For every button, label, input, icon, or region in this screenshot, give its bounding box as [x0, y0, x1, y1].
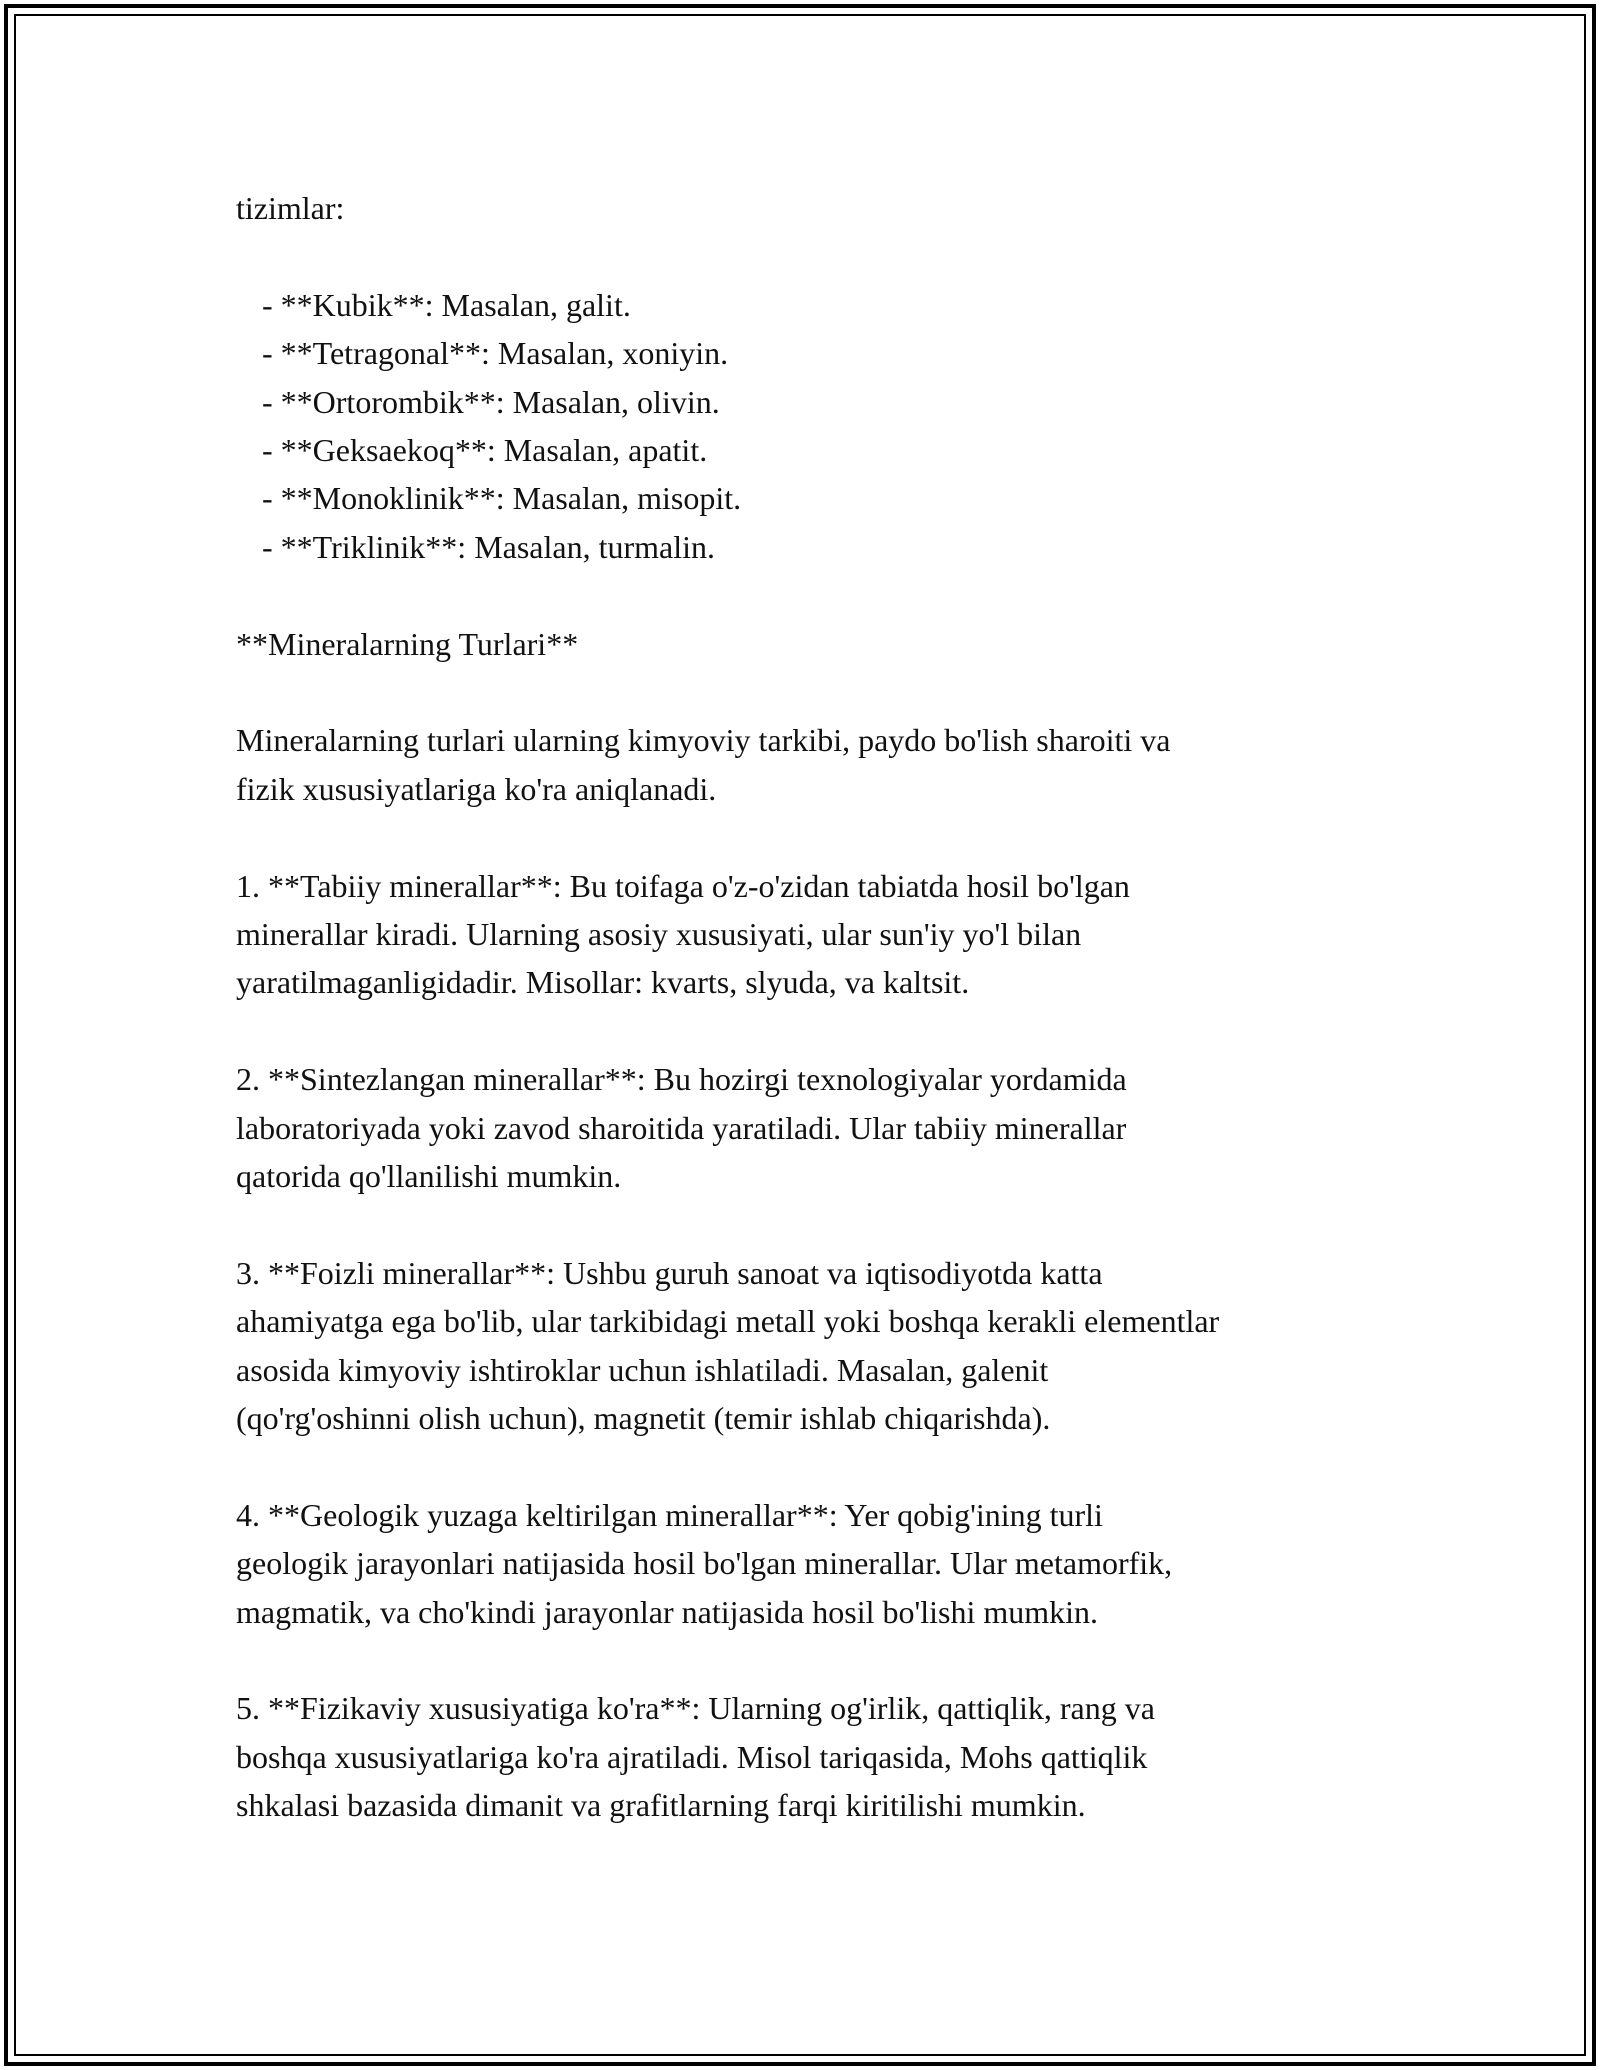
text-line: (qo'rg'oshinni olish uchun), magnetit (temir ishlab chiqarishda).: [236, 1400, 1051, 1437]
section-heading: **Mineralarning Turlari**: [236, 625, 579, 662]
text-line: 5. **Fizikaviy xususiyatiga ko'ra**: Ularning og'irlik, qattiqlik, rang va: [236, 1690, 1155, 1727]
spacer: [236, 1636, 1376, 1684]
document-body: [236, 184, 1376, 1830]
text-line: fizik xususiyatlariga ko'ra aniqlanadi.: [236, 770, 717, 807]
crystal-systems-list: [236, 281, 1376, 571]
text-line: 1. **Tabiiy minerallar**: Bu toifaga o'z-o'zidan tabiatda hosil bo'lgan: [236, 867, 1130, 904]
text-line: asosida kimyoviy ishtiroklar uchun ishlatiladi. Masalan, galenit: [236, 1351, 1049, 1388]
text-line: ahamiyatga ega bo'lib, ular tarkibidagi metall yoki boshqa kerakli elementlar: [236, 1303, 1220, 1340]
text-line: Mineralarning turlari ularning kimyoviy tarkibi, paydo bo'lish sharoiti va: [236, 722, 1171, 759]
spacer: [236, 1200, 1376, 1248]
list-item: - **Monoklinik**: Masalan, misopit.: [262, 480, 742, 517]
text-line: shkalasi bazasida dimanit va grafitlarning farqi kiritilishi mumkin.: [236, 1787, 1086, 1824]
text-line: boshqa xususiyatlariga ko'ra ajratiladi. Misol tariqasida, Mohs qattiqlik: [236, 1738, 1148, 1775]
list-item: - **Geksaekoq**: Masalan, apatit.: [262, 432, 708, 469]
text-line: qatorida qo'llanilishi mumkin.: [236, 1158, 622, 1195]
text-line: magmatik, va cho'kindi jarayonlar natijasida hosil bo'lishi mumkin.: [236, 1593, 1099, 1630]
overview-paragraph: [236, 716, 1376, 813]
text-line: minerallar kiradi. Ularning asosiy xususiyati, ular sun'iy yo'l bilan: [236, 916, 1082, 953]
spacer: [236, 232, 1376, 280]
list-item: - **Triklinik**: Masalan, turmalin.: [262, 528, 716, 565]
text-line: yaratilmaganligidadir. Misollar: kvarts, slyuda, va kaltsit.: [236, 964, 970, 1001]
text-line: geologik jarayonlari natijasida hosil bo'lgan minerallar. Ular metamorfik,: [236, 1545, 1173, 1582]
list-item: - **Ortorombik**: Masalan, olivin.: [262, 383, 720, 420]
spacer: [236, 813, 1376, 861]
list-item: - **Tetragonal**: Masalan, xoniyin.: [262, 335, 729, 372]
mineral-type-5: [236, 1684, 1376, 1829]
list-item: - **Kubik**: Masalan, galit.: [262, 286, 631, 323]
spacer: [236, 668, 1376, 716]
mineral-type-1: [236, 862, 1376, 1007]
mineral-type-4: [236, 1491, 1376, 1636]
intro-text: tizimlar:: [236, 190, 345, 226]
mineral-type-3: [236, 1249, 1376, 1443]
mineral-type-2: [236, 1055, 1376, 1200]
spacer: [236, 1007, 1376, 1055]
spacer: [236, 571, 1376, 619]
text-line: 3. **Foizli minerallar**: Ushbu guruh sanoat va iqtisodiyotda katta: [236, 1254, 1103, 1291]
text-line: 4. **Geologik yuzaga keltirilgan minerallar**: Yer qobig'ining turli: [236, 1496, 1103, 1533]
text-line: 2. **Sintezlangan minerallar**: Bu hozirgi texnologiyalar yordamida: [236, 1061, 1127, 1098]
text-line: laboratoriyada yoki zavod sharoitida yaratiladi. Ular tabiiy minerallar: [236, 1109, 1127, 1146]
spacer: [236, 1442, 1376, 1490]
